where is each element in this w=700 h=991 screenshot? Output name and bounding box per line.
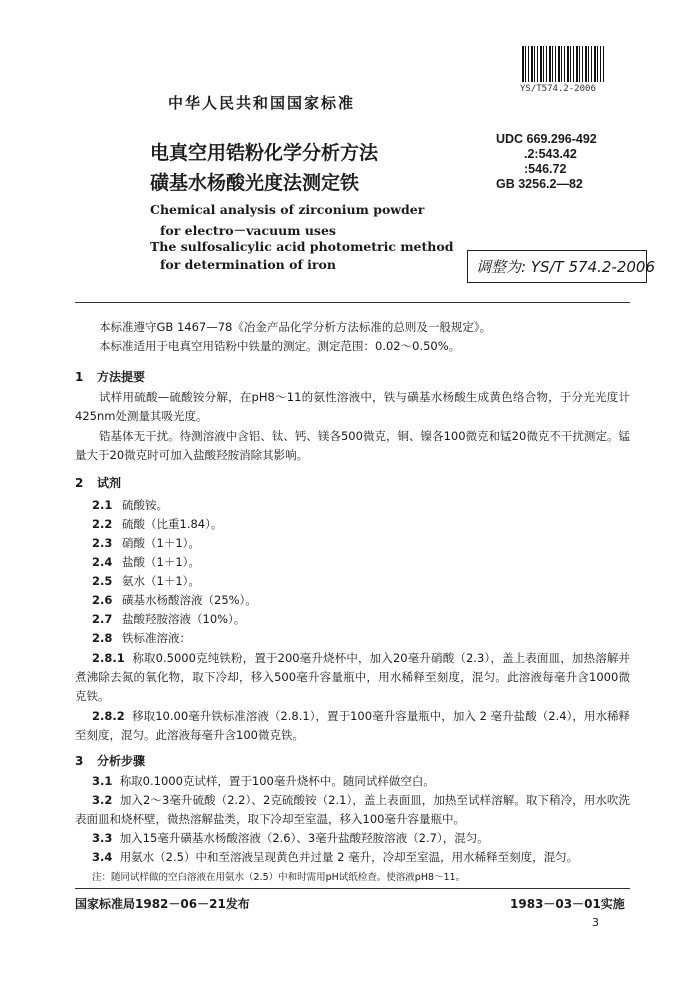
section-1-heading [75,368,145,385]
reagent-item: 2.4 盐酸（1＋1）。 [92,555,200,569]
section-title: 试剂 [97,476,122,490]
handwritten-adjustment-stamp: 调整为: YS/T 574.2-2006 [467,250,647,283]
barcode [522,46,604,82]
reagent-item: 2.6 磺基水杨酸溶液（25%）。 [92,593,257,607]
section-1-paragraph-1: 试样用硫酸—硫酸铵分解，在pH8～11的氨性溶液中，铁与磺基水杨酸生成黄色络合物，于分光光度计425nm处测量其吸光度。 [75,390,630,423]
title-en-line-1: Chemical analysis of zirconium powder [150,202,425,217]
section-3-heading [75,752,145,769]
section-title: 分析步骤 [97,754,146,768]
title-en-line-4: for determination of iron [160,257,336,272]
udc-line-2: .2:543.42 [524,147,577,161]
paragraph-3-1: 3.1 称取0.1000克试样，置于100毫升烧杯中。随同试样做空白。 [92,774,435,788]
paragraph-3-2: 3.2 加入2～3毫升硫酸（2.2）、2克硫酸铵（2.1），盖上表面皿，加热至试样溶解。取下稍冷，用水吹洗表面皿和烧杯壁，微热溶解盐类，取下冷却至室温，移入100毫升容量瓶中。 [75,793,631,826]
national-standard-label: 中华人民共和国国家标准 [168,94,356,112]
intro-paragraph-1: 本标准遵守GB 1467—78《冶金产品化学分析方法标准的总则及一般规定》。 [99,320,492,334]
reagent-item: 2.1 硫酸铵。 [92,498,168,512]
section-number: 2 [75,476,84,490]
paragraph-3-3: 3.3 加入15毫升磺基水杨酸溶液（2.6）、3毫升盐酸羟胺溶液（2.7），混匀。 [92,831,489,845]
paragraph-2-8-2: 2.8.2 移取10.00毫升铁标准溶液（2.8.1），置于100毫升容量瓶中，加入 2 毫升盐酸（2.4），用水稀释至刻度，混匀。此溶液每毫升含100微克铁。 [75,709,631,742]
reagent-item: 2.2 硫酸（比重1.84）。 [92,517,223,531]
section-number: 3 [75,754,84,768]
title-en-line-3: The sulfosalicylic acid photometric method [150,239,454,254]
issue-date: 国家标准局1982－06－21发布 [75,897,250,911]
gb-number: GB 3256.2—82 [496,177,583,191]
footer-divider [75,888,630,889]
clause-number: 2.8.2 [92,709,125,723]
clause-number: 2.8.1 [92,651,125,665]
reagent-item: 2.8 铁标准溶液： [92,631,191,645]
paragraph-2-8-1: 2.8.1 称取0.5000克纯铁粉，置于200毫升烧杯中，加入20毫升硝酸（2.3），盖上表面皿，加热溶解并煮沸除去氮的氧化物，取下冷却，移入500毫升容量瓶中，用水稀释至刻度，混匀。此溶液每毫升含1000微克铁。 [75,651,631,703]
title-zh-line-2: 磺基水杨酸光度法测定铁 [150,172,360,194]
intro-paragraph-2: 本标准适用于电真空用锆粉中铁量的测定。测定范围：0.02～0.50%。 [99,339,461,353]
note: 注：随同试样做的空白溶液在用氨水（2.5）中和时需用pH试纸检查。使溶液pH8～11。 [92,872,466,883]
section-2-heading [75,474,121,491]
effective-date: 1983－03－01实施 [510,897,625,911]
reagent-item: 2.5 氨水（1＋1）。 [92,574,200,588]
reagent-item: 2.3 硝酸（1＋1）。 [92,536,200,550]
udc-line-3: :546.72 [524,162,567,176]
barcode-text: YS/T574.2-2006 [520,84,596,94]
page-number: 3 [592,916,599,929]
title-en-line-2: for electro－vacuum uses [160,223,336,238]
reagent-item: 2.7 盐酸羟胺溶液（10%）。 [92,612,246,626]
paragraph-3-4: 3.4 用氨水（2.5）中和至溶液呈现黄色并过量 2 毫升，冷却至室温，用水稀释至刻度，混匀。 [92,850,579,864]
header-divider [75,302,630,303]
udc-line-1: UDC 669.296-492 [496,132,597,146]
section-title: 方法提要 [97,370,146,384]
section-1-paragraph-2: 锆基体无干扰。待测溶液中含铝、钛、钙、镁各500微克，铜、镍各100微克和锰20微克不干扰测定。锰量大于20微克时可加入盐酸羟胺消除其影响。 [75,429,630,462]
title-zh-line-1: 电真空用锆粉化学分析方法 [150,142,379,164]
section-number: 1 [75,370,84,384]
